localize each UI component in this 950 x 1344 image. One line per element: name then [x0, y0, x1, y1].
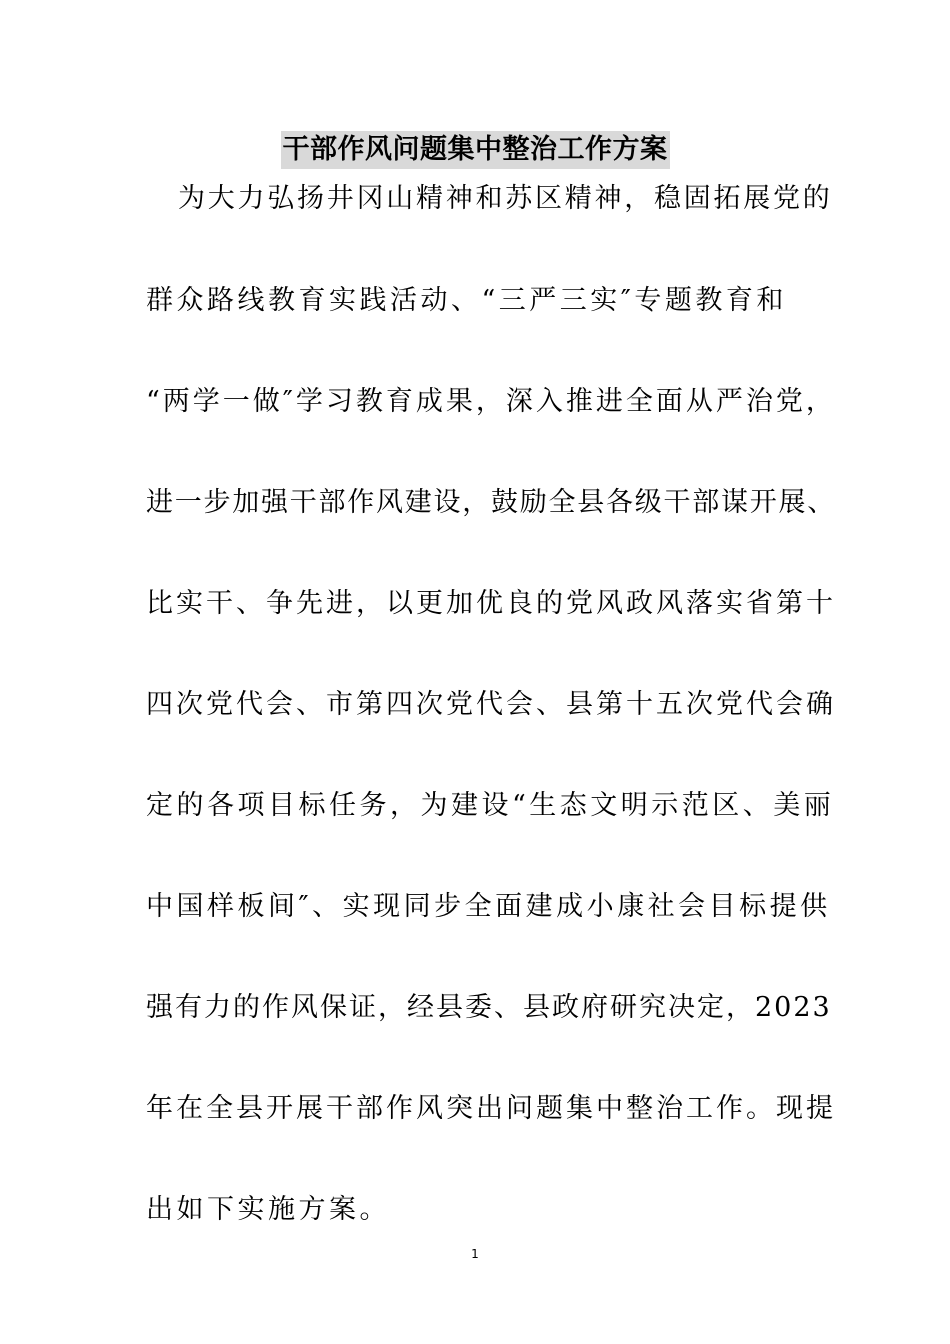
paragraph-line: 出如下实施方案。: [146, 1194, 390, 1225]
page-number: 1: [471, 1247, 479, 1261]
paragraph-line: 四次党代会、市第四次党代会、县第十五次党代会确: [146, 689, 836, 720]
paragraph-line: 强有力的作风保证，经县委、县政府研究决定，2023: [146, 992, 832, 1023]
document-title: 干部作风问题集中整治工作方案: [281, 131, 670, 169]
paragraph-line: 群众路线教育实践活动、“三严三实″专题教育和: [146, 285, 787, 316]
paragraph-line: “两学一做″学习教育成果，深入推进全面从严治党，: [146, 386, 836, 417]
paragraph-line: 进一步加强干部作风建设，鼓励全县各级干部谋开展、: [146, 487, 836, 518]
paragraph-line: 年在全县开展干部作风突出问题集中整治工作。现提: [146, 1093, 836, 1124]
paragraph-line: 为大力弘扬井冈山精神和苏区精神，稳固拓展党的: [178, 183, 833, 214]
title-container: [0, 131, 950, 169]
paragraph-line: 比实干、争先进，以更加优良的党风政风落实省第十: [146, 588, 836, 619]
paragraph-line: 定的各项目标任务，为建设“生态文明示范区、美丽: [146, 790, 835, 821]
paragraph-line: 中国样板间″、实现同步全面建成小康社会目标提供: [146, 891, 831, 922]
